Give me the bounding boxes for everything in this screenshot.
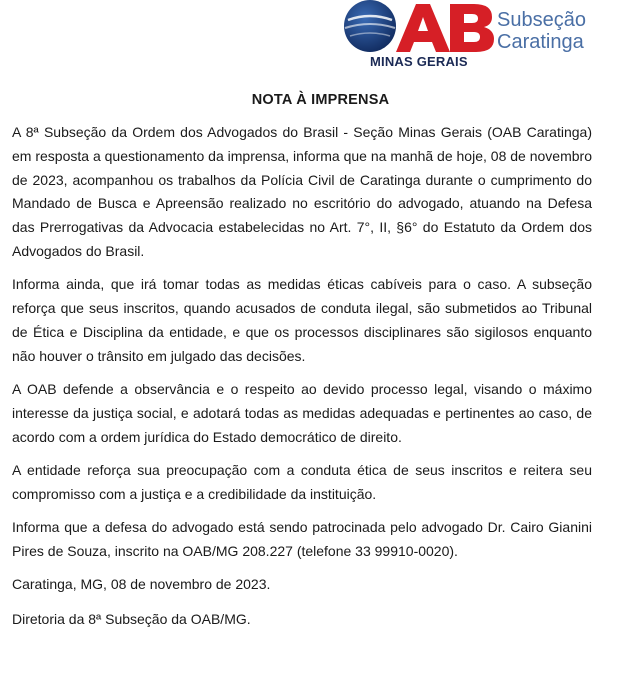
oab-logo-icon bbox=[338, 0, 494, 56]
signature: Diretoria da 8ª Subseção da OAB/MG. bbox=[12, 610, 251, 627]
logo-subsection-line1: Subseção bbox=[497, 9, 586, 31]
paragraph: A entidade reforça sua preocupação com a conduta ética de seus inscritos e reitera seu compromisso com a justiça e a credibilidade da instituição. bbox=[12, 461, 592, 502]
paragraph: A 8ª Subseção da Ordem dos Advogados do Brasil - Seção Minas Gerais (OAB Caratinga) em resposta a questionamento da imprensa, informa que na manhã de hoje, 08 de novembro de 2023, acompanhou os trabalhos da Polícia Civil de Caratinga durante o cumprimento do Mandado de Busca e Apreensão realizado no escritório do advogado, atuando na Defesa das Prerrogativas da Advocacia estabelecidas no Art. 7°, II, §6° do Estatuto da Ordem dos Advogados do Brasil. bbox=[12, 124, 592, 259]
letterhead bbox=[0, 0, 641, 78]
place-date: Caratinga, MG, 08 de novembro de 2023. bbox=[12, 576, 271, 593]
paragraph: Informa que a defesa do advogado está sendo patrocinada pelo advogado Dr. Cairo Gianini Pires de Souza, inscrito na OAB/MG 208.227 (telefone 33 99910-0020). bbox=[12, 518, 592, 559]
logo-subsection-line2: Caratinga bbox=[497, 31, 584, 53]
paragraph: A OAB defende a observância e o respeito ao devido processo legal, visando o máximo interesse da justiça social, e adotará todas as medidas adequadas e pertinentes ao caso, de acordo com a ordem jurídica do Estado democrático de direito. bbox=[12, 380, 592, 445]
document-title: NOTA À IMPRENSA bbox=[251, 92, 390, 108]
logo-subsection bbox=[497, 9, 586, 53]
paragraph: Informa ainda, que irá tomar todas as medidas éticas cabíveis para o caso. A subseção reforça que seus inscritos, quando acusados de conduta ilegal, são submetidos ao Tribunal de Ética e Disciplina da entidade, e que os processos disciplinares são sigilosos enquanto não houver o trânsito em julgado das decisões. bbox=[12, 276, 592, 364]
document-body bbox=[12, 121, 592, 643]
logo-state-label: MINAS GERAIS bbox=[370, 54, 468, 69]
